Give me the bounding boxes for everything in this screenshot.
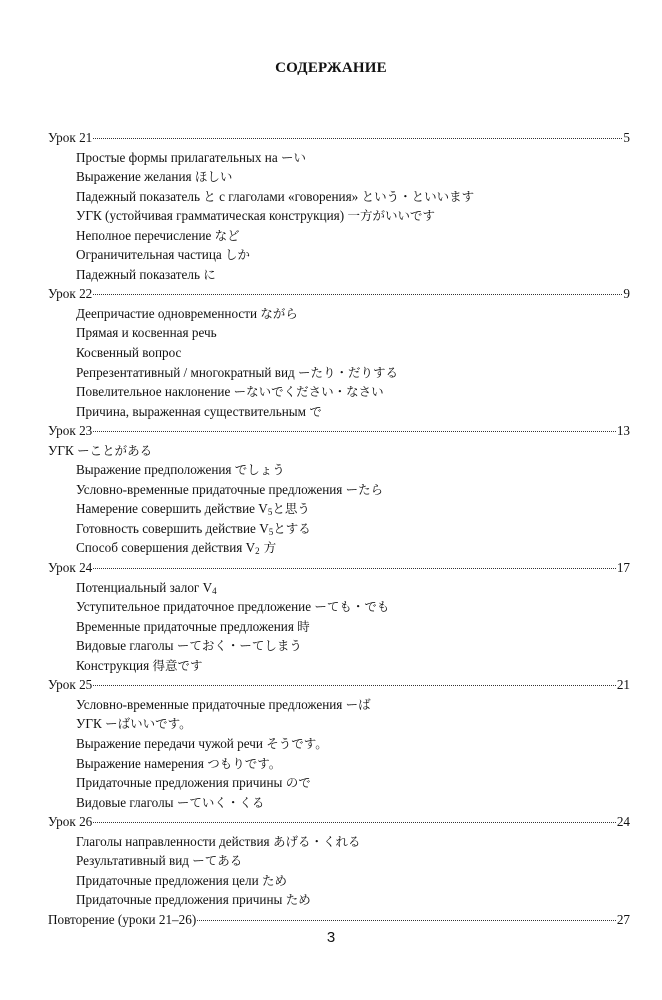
verb-form-subscript: 2 <box>255 546 260 557</box>
toc-topic-item <box>48 245 630 265</box>
topic-text: Конструкция <box>76 657 153 673</box>
topic-japanese: 時 <box>297 618 310 634</box>
topic-japanese: ーたり・だりする <box>298 364 399 380</box>
topic-text: Условно-временные придаточные предложения <box>76 481 346 497</box>
toc-entry-page: 27 <box>616 911 630 927</box>
topic-text: Косвенный вопрос <box>76 345 182 361</box>
topic-japanese: ーておく・ーてしまう <box>176 638 302 654</box>
dot-leader <box>93 684 616 686</box>
toc-topic-item <box>48 402 630 422</box>
topic-japanese: つもりです。 <box>207 755 282 771</box>
toc-entry-page: 21 <box>616 677 630 693</box>
topic-text: Падежный показатель <box>76 188 204 204</box>
toc-lesson-entry <box>48 558 630 578</box>
topic-japanese-cont: という・といいます <box>361 188 475 204</box>
topic-text: Ограничительная частица <box>76 247 226 263</box>
topic-text: Репрезентативный / многократный вид <box>76 364 299 380</box>
page-number: 3 <box>326 929 336 946</box>
dot-leader <box>93 567 616 569</box>
toc-topic-item <box>48 167 630 187</box>
topic-text-cont: с глаголами «говорения» <box>215 188 362 204</box>
topic-text: Выражение намерения <box>76 755 208 771</box>
toc-entry-label: Урок 25 <box>48 677 93 693</box>
topic-text: Неполное перечисление <box>76 227 215 243</box>
toc-topic-item <box>48 714 630 734</box>
dot-leader <box>93 430 616 432</box>
topic-text: УГК (устойчивая грамматическая конструкция) <box>76 208 348 224</box>
toc-topic-item <box>48 441 630 461</box>
topic-text: Прямая и косвенная речь <box>76 325 217 341</box>
topic-japanese: で <box>309 403 322 419</box>
topic-japanese: ほしい <box>194 169 233 185</box>
toc-entry-page: 5 <box>623 130 630 145</box>
topic-japanese: ーたら <box>345 481 384 497</box>
dot-leader <box>93 821 616 823</box>
toc-entry-label: Урок 26 <box>48 814 93 830</box>
topic-japanese: そうです。 <box>266 735 328 751</box>
dot-leader <box>93 137 622 139</box>
topic-text: Уступительное придаточное предложение <box>76 599 315 615</box>
topic-japanese: しか <box>225 247 251 263</box>
topic-japanese: 一方がいいです <box>347 208 435 224</box>
topic-text: Готовность совершить действие V <box>76 520 269 536</box>
toc-entry-label: Урок 23 <box>48 423 93 439</box>
toc-topic-item <box>48 480 630 500</box>
toc-topic-item <box>48 597 630 617</box>
topic-text: Видовые глаголы <box>76 794 177 810</box>
dot-leader <box>197 919 616 921</box>
topic-japanese: に <box>203 266 216 282</box>
toc-entry-label: Урок 24 <box>48 560 93 576</box>
topic-japanese: ーい <box>281 149 307 165</box>
topic-japanese: でしょう <box>234 462 285 478</box>
table-of-contents <box>48 128 630 929</box>
topic-japanese: ーことがある <box>77 442 153 458</box>
topic-japanese: とする <box>273 520 311 536</box>
toc-lesson-entry <box>48 812 630 832</box>
topic-japanese: ーてある <box>192 853 243 869</box>
topic-text: Придаточные предложения причины <box>76 892 286 908</box>
toc-topic-item <box>48 499 630 519</box>
topic-text: Простые формы прилагательных на <box>76 149 281 165</box>
topic-text: Деепричастие одновременности <box>76 305 261 321</box>
toc-topic-item <box>48 734 630 754</box>
toc-topic-item <box>48 265 630 285</box>
topic-text: Придаточные предложения цели <box>76 872 262 888</box>
topic-japanese: ーていく・くる <box>176 794 265 810</box>
toc-lesson-entry <box>48 675 630 695</box>
topic-text: УГК <box>76 716 106 732</box>
toc-topic-item <box>48 519 630 539</box>
toc-lesson-entry <box>48 910 630 930</box>
toc-topic-item <box>48 695 630 715</box>
toc-topic-item <box>48 832 630 852</box>
verb-form-subscript: 4 <box>212 585 217 596</box>
toc-topic-item <box>48 578 630 598</box>
topic-text: Падежный показатель <box>76 266 204 282</box>
topic-text: Выражение желания <box>76 169 195 185</box>
toc-entry-page: 13 <box>616 423 630 439</box>
toc-lesson-entry <box>48 128 630 148</box>
topic-text: Выражение передачи чужой речи <box>76 735 267 751</box>
toc-entry-label: Повторение (уроки 21–26) <box>48 911 197 927</box>
topic-japanese: ーばいいです。 <box>105 716 192 732</box>
topic-japanese: ーないでください・なさい <box>233 384 384 400</box>
toc-topic-item <box>48 617 630 637</box>
toc-entry-label: Урок 21 <box>48 130 93 145</box>
topic-text: Видовые глаголы <box>76 638 177 654</box>
toc-topic-item <box>48 656 630 676</box>
toc-topic-item <box>48 538 630 558</box>
topic-japanese: ながら <box>260 305 298 321</box>
topic-japanese: ーても・でも <box>314 599 390 615</box>
toc-topic-item <box>48 363 630 383</box>
topic-japanese: ーば <box>345 696 371 712</box>
topic-japanese: など <box>214 227 240 243</box>
toc-entry-label: Урок 22 <box>48 286 93 302</box>
topic-text: Потенциальный залог V <box>76 579 213 595</box>
topic-text: Результативный вид <box>76 853 193 869</box>
toc-entry-page: 17 <box>616 560 630 576</box>
toc-topic-item <box>48 754 630 774</box>
topic-text: Намерение совершить действие V <box>76 501 268 517</box>
topic-japanese: ため <box>261 872 287 888</box>
toc-topic-item <box>48 206 630 226</box>
topic-japanese: 得意です <box>152 657 203 673</box>
toc-topic-item <box>48 890 630 910</box>
topic-text: Повелительное наклонение <box>76 384 234 400</box>
toc-lesson-entry <box>48 284 630 304</box>
topic-japanese: ため <box>285 892 311 908</box>
toc-topic-item <box>48 187 630 207</box>
topic-text: Придаточные предложения причины <box>76 775 286 791</box>
topic-text: Условно-временные придаточные предложения <box>76 696 346 712</box>
toc-lesson-entry <box>48 421 630 441</box>
topic-japanese: と思う <box>272 501 310 517</box>
topic-japanese: あげる・くれる <box>272 833 361 849</box>
toc-topic-item <box>48 636 630 656</box>
topic-text: Причина, выраженная существительным <box>76 403 310 419</box>
toc-entry-page: 24 <box>616 814 630 830</box>
topic-text: Глаголы направленности действия <box>76 833 273 849</box>
toc-topic-item <box>48 382 630 402</box>
topic-text: Выражение предположения <box>76 462 235 478</box>
verb-form-subscript: 5 <box>268 526 274 537</box>
topic-text: Временные придаточные предложения <box>76 618 298 634</box>
verb-form-subscript: 5 <box>267 507 273 518</box>
toc-topic-item <box>48 304 630 324</box>
toc-topic-item <box>48 851 630 871</box>
toc-topic-item <box>48 323 630 343</box>
toc-topic-item <box>48 460 630 480</box>
toc-topic-item <box>48 343 630 363</box>
toc-topic-item <box>48 148 630 168</box>
toc-topic-item <box>48 793 630 813</box>
toc-entry-page: 9 <box>623 286 630 302</box>
toc-topic-item <box>48 871 630 891</box>
toc-topic-item <box>48 773 630 793</box>
page-title: СОДЕРЖАНИЕ <box>275 60 387 76</box>
toc-topic-item <box>48 226 630 246</box>
dot-leader <box>93 293 622 295</box>
topic-text: Способ совершения действия V <box>76 540 256 556</box>
topic-japanese: ので <box>285 775 311 791</box>
topic-japanese: 方 <box>259 540 277 556</box>
topic-japanese: と <box>203 188 216 204</box>
topic-text: УГК <box>48 442 78 458</box>
